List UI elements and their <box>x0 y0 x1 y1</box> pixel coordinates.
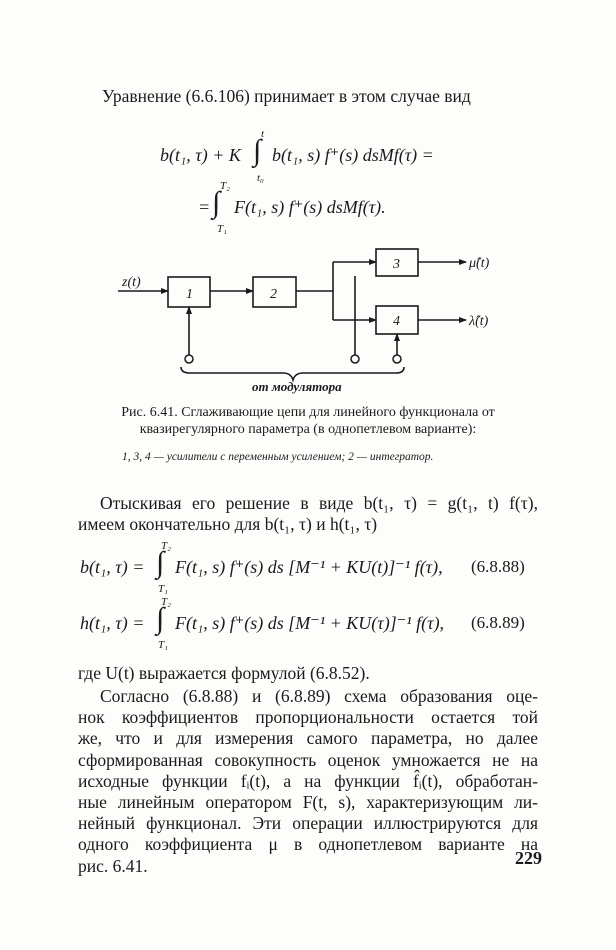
integral-upper-limit: T₂ <box>220 180 230 192</box>
block-3-label: 3 <box>393 257 400 272</box>
output-mu-label: μ̂(t) <box>469 256 490 271</box>
output-lambda-label: λ̂(t) <box>469 314 489 329</box>
equation-line1-left: b(t₁, τ) + K <box>160 145 241 165</box>
block-2-label: 2 <box>270 287 277 302</box>
figure-legend: 1, 3, 4 — усилители с переменным усилением; 2 — интегратор. <box>122 451 434 463</box>
equation-integrand: F(t₁, s) f⁺(s) ds [M⁻¹ + KU(t)]⁻¹ f(τ), <box>175 557 443 577</box>
paragraph-2 <box>78 686 538 877</box>
equation-number: (6.8.88) <box>471 557 525 576</box>
integral-upper-limit: T₂ <box>161 540 171 552</box>
paragraph-line: сформированная совокупность оценок умножается не на <box>78 749 538 770</box>
equation-left: b(t₁, τ) = <box>80 557 145 577</box>
equation-line2-integrand: F(t₁, s) f⁺(s) dsMf(τ). <box>234 197 386 217</box>
integral-upper-limit: t <box>261 128 265 140</box>
brace-label: от модулятора <box>252 379 342 394</box>
equation-left: h(t₁, τ) = <box>80 613 145 633</box>
block-4-label: 4 <box>393 314 400 329</box>
intro-text: Уравнение (6.6.106) принимает в этом случае вид <box>102 86 471 106</box>
integral-lower-limit: T₁ <box>217 223 227 235</box>
terminal-circle <box>185 355 193 363</box>
integral-sign: ∫ <box>156 602 165 635</box>
figure-caption: Рис. 6.41. Сглаживающие цепи для линейного функционала от квазирегулярного параметра (в однопетлевом варианте): <box>121 405 495 437</box>
block-diagram <box>0 0 616 400</box>
paragraph-line: Отыскивая его решение в виде b(t₁, τ) = g(t₁, t) f(τ), <box>100 493 538 513</box>
paragraph-line: же, что и для измерения самого параметра, но далее <box>78 728 538 749</box>
paragraph-line: Согласно (6.8.88) и (6.8.89) схема образования оце- <box>100 686 538 706</box>
paragraph-line: исходные функции fᵢ(t), а на функции f̂ᵢ(t), обработан- <box>78 770 538 791</box>
block-1-label: 1 <box>186 287 193 302</box>
paragraph-line: нейный функционал. Эти операции иллюстрируются для <box>78 813 538 834</box>
paragraph-line: имеем окончательно для b(t₁, τ) и h(t₁, τ) <box>78 514 378 535</box>
integral-sign: ∫ <box>212 186 221 219</box>
integral-sign: ∫ <box>156 546 165 579</box>
paragraph-1 <box>78 493 538 535</box>
equation-line2-equals: = <box>198 197 211 217</box>
paragraph-line: нок коэффициентов пропорциональности остается той <box>78 707 538 728</box>
integral-lower-limit: T₁ <box>158 583 168 595</box>
terminal-circle <box>393 355 401 363</box>
page-number: 229 <box>515 848 542 868</box>
equation-line1-integrand: b(t₁, s) f⁺(s) dsMf(τ) = <box>272 145 434 165</box>
integral-upper-limit: T₂ <box>161 596 171 608</box>
terminal-circle <box>351 355 359 363</box>
input-label: z(t) <box>122 275 141 290</box>
paragraph-line: ные линейным оператором F(t, s), характеризующим ли- <box>78 792 538 813</box>
equation-number: (6.8.89) <box>471 613 525 632</box>
integral-lower-limit: t₀ <box>257 172 264 184</box>
paragraph-line: рис. 6.41. <box>78 855 148 876</box>
integral-lower-limit: T₁ <box>158 639 168 651</box>
equation-integrand: F(t₁, s) f⁺(s) ds [M⁻¹ + KU(τ)]⁻¹ f(τ), <box>175 613 445 633</box>
paragraph-line: одного коэффициента μ в однопетлевом варианте на <box>78 834 538 855</box>
where-line: где U(t) выражается формулой (6.8.52). <box>78 663 370 683</box>
integral-sign: ∫ <box>253 134 262 167</box>
